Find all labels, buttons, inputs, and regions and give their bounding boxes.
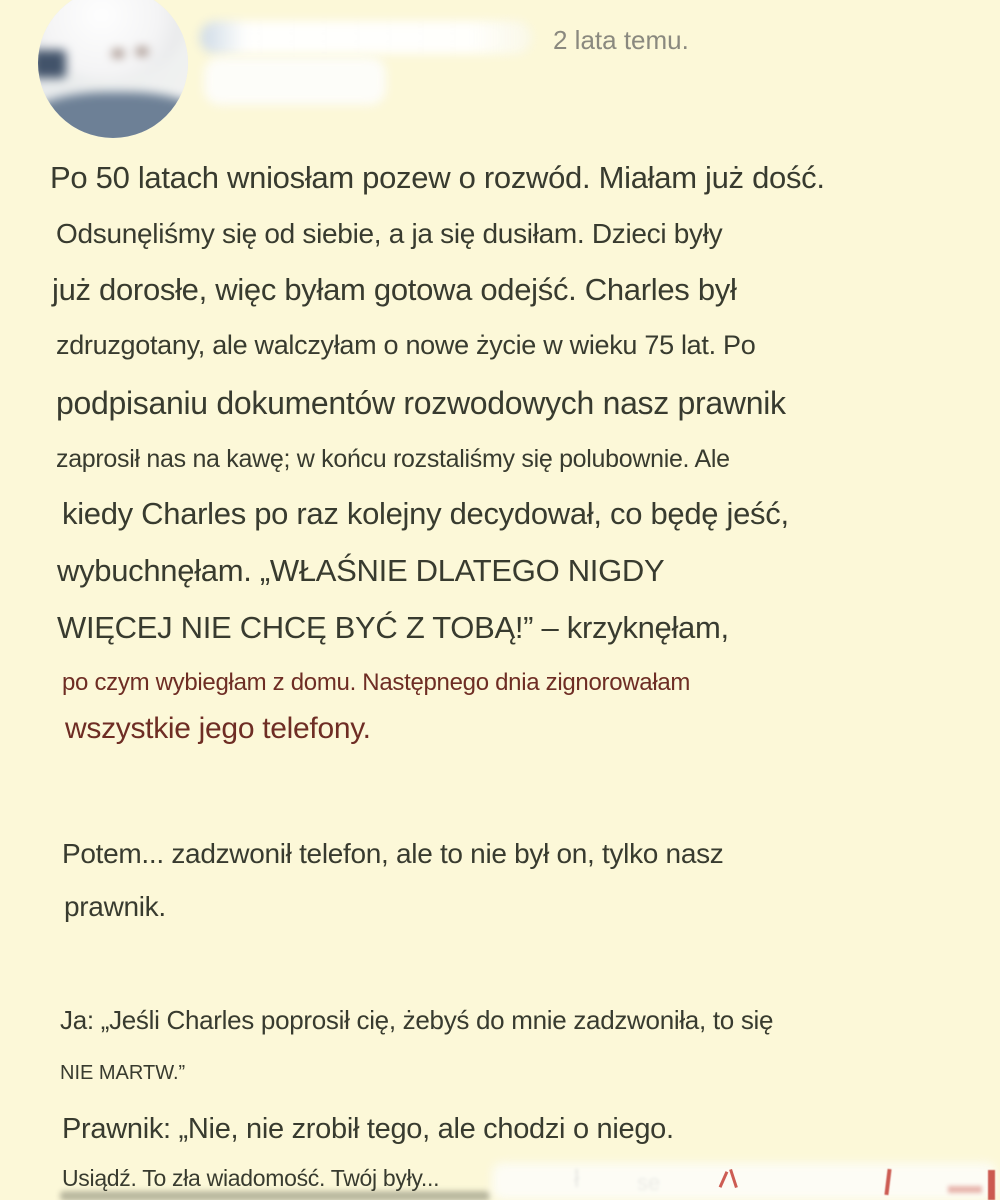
username-redaction-blur-2 (204, 57, 386, 105)
story-line: kiedy Charles po raz kolejny decydował, co będę jeść, (62, 496, 789, 531)
story-line: Po 50 latach wniosłam pozew o rozwód. Miałam już dość. (50, 160, 825, 195)
story-line: Odsunęliśmy się od siebie, a ja się dusiłam. Dzieci były (56, 218, 723, 249)
story-line: prawnik. (64, 891, 166, 922)
username-redaction-blur (200, 21, 532, 54)
story-line: już dorosłe, więc byłam gotowa odejść. Charles był (52, 272, 737, 307)
bottom-redaction-blur (492, 1163, 997, 1200)
story-line: NIE MARTW.” (60, 1062, 186, 1084)
story-line: podpisaniu dokumentów rozwodowych nasz prawnik (56, 385, 786, 421)
story-line: zdruzgotany, ale walczyłam o nowe życie w wieku 75 lat. Po (56, 330, 756, 360)
story-line-highlight: wszystkie jego telefony. (65, 712, 371, 745)
story-line: WIĘCEJ NIE CHCĘ BYĆ Z TOBĄ!” – krzyknęłam, (57, 610, 729, 645)
story-line: Usiądź. To zła wiadomość. Twój były... (62, 1165, 440, 1191)
story-line: Ja: „Jeśli Charles poprosił cię, żebyś do mnie zadzwoniła, to się (60, 1005, 774, 1035)
cut-off-text-smudge (60, 1191, 490, 1200)
story-line: Potem... zadzwonił telefon, ale to nie był on, tylko nasz (62, 838, 724, 869)
story-line: zaprosił nas na kawę; w końcu rozstaliśmy się polubownie. Ale (56, 445, 730, 473)
avatar[interactable] (38, 0, 188, 138)
story-line-highlight: po czym wybiegłam z domu. Następnego dnia zignorowałam (62, 669, 691, 696)
red-pen-mark (948, 1186, 982, 1193)
red-pen-mark (988, 1170, 995, 1200)
story-line: wybuchnęłam. „WŁAŚNIE DLATEGO NIGDY (57, 553, 665, 588)
avatar-photo (38, 0, 188, 138)
story-line: Prawnik: „Nie, nie zrobił tego, ale chodzi o niego. (62, 1113, 674, 1145)
post-timestamp[interactable]: 2 lata temu. (553, 25, 689, 55)
